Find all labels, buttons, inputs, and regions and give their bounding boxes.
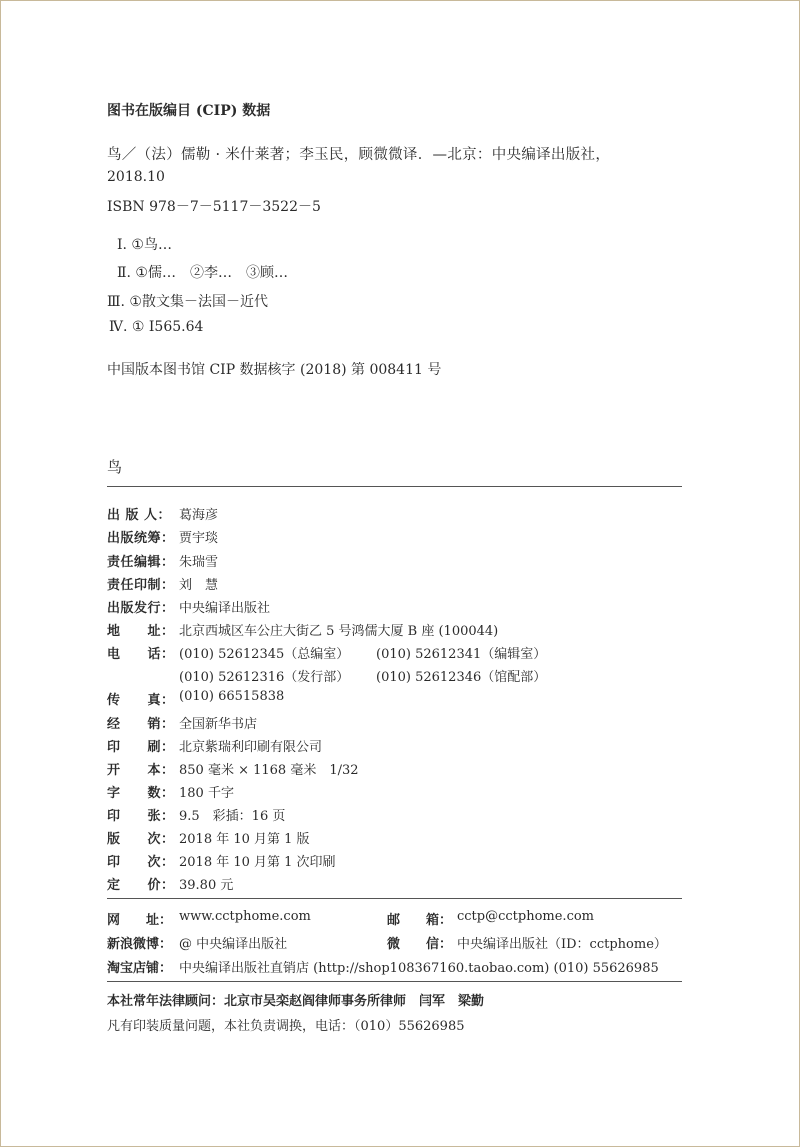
phone-number: (010) 52612346（馆配部）	[376, 670, 547, 685]
isbn: ISBN 978－7－5117－3522－5	[107, 199, 321, 215]
info-row	[107, 713, 257, 732]
info-label	[107, 666, 179, 685]
info-row	[107, 805, 285, 824]
contact-label: 邮 箱：	[387, 913, 453, 928]
phone-number: (010) 52612341（编辑室）	[376, 647, 547, 662]
info-row	[107, 666, 573, 685]
info-row	[107, 597, 270, 616]
taobao-store-link[interactable]: 中央编译出版社直销店 (http://shop108367160.taobao.com) (010) 55626985	[179, 961, 659, 976]
info-label: 字 数：	[107, 786, 175, 801]
info-row	[107, 851, 336, 870]
info-value: 北京西城区车公庄大街乙 5 号鸿儒大厦 B 座 (100044)	[179, 624, 499, 639]
contact-row	[107, 933, 667, 952]
info-label: 出版统筹：	[107, 531, 175, 546]
info-value: 葛海彦	[179, 508, 219, 523]
info-row	[107, 782, 234, 801]
info-row	[107, 759, 359, 778]
info-label: 经 销：	[107, 717, 175, 732]
contact-label: 新浪微博：	[107, 937, 173, 952]
cip-classification: Ⅰ. ①鸟…	[117, 237, 172, 253]
quality-notice: 凡有印装质量问题，本社负责调换，电话：（010）55626985	[107, 1019, 465, 1034]
info-value: 中央编译出版社	[179, 601, 271, 616]
info-row	[107, 620, 498, 639]
info-label: 印 张：	[107, 809, 175, 824]
cip-classification: Ⅲ. ①散文集－法国－近代	[107, 294, 268, 310]
phone-number: (010) 52612316（发行部）	[179, 670, 350, 685]
divider	[107, 898, 682, 899]
info-value: 朱瑞雪	[179, 555, 219, 570]
info-value: 180 千字	[179, 786, 234, 801]
info-label: 地 址：	[107, 624, 175, 639]
info-label: 印 次：	[107, 855, 175, 870]
info-label: 电 话：	[107, 647, 175, 662]
info-value: 9.5 彩插：16 页	[179, 809, 286, 824]
info-value: 39.80 元	[179, 878, 234, 893]
cip-classification: Ⅱ. ①儒… ②李… ③顾…	[117, 265, 288, 281]
phone-number: (010) 52612345（总编室）	[179, 647, 350, 662]
info-row	[107, 736, 322, 755]
info-value: 850 毫米 × 1168 毫米 1/32	[179, 763, 359, 778]
legal-counsel: 本社常年法律顾问：北京市吴栾赵阎律师事务所律师 闫军 梁勤	[107, 994, 485, 1009]
info-label: 开 本：	[107, 763, 175, 778]
info-row	[107, 574, 218, 593]
cip-title: 图书在版编目 (CIP) 数据	[107, 103, 271, 119]
info-label: 印 刷：	[107, 740, 175, 755]
info-row	[107, 504, 218, 523]
book-title: 鸟	[107, 458, 123, 476]
info-row	[107, 874, 233, 893]
info-row	[107, 689, 284, 708]
info-label: 出版发行：	[107, 601, 175, 616]
website-link[interactable]: www.cctphome.com	[179, 909, 311, 924]
info-row	[107, 527, 218, 546]
info-row	[107, 551, 218, 570]
info-label: 定 价：	[107, 878, 175, 893]
info-label: 责任印制：	[107, 578, 175, 593]
contact-label: 淘宝店铺：	[107, 961, 173, 976]
info-row	[107, 643, 573, 662]
info-value: 刘 慧	[179, 578, 219, 593]
info-label: 出 版 人：	[107, 508, 172, 523]
contact-label: 微 信：	[387, 937, 453, 952]
contact-row	[107, 957, 659, 976]
info-value: 贾宇琰	[179, 531, 219, 546]
divider	[107, 486, 682, 487]
info-value: 北京紫瑞利印刷有限公司	[179, 740, 323, 755]
weibo-handle: @ 中央编译出版社	[179, 937, 288, 952]
info-row	[107, 828, 310, 847]
info-value: 全国新华书店	[179, 717, 258, 732]
contact-row	[107, 909, 594, 928]
wechat-id: 中央编译出版社（ID：cctphome）	[457, 937, 667, 952]
divider	[107, 981, 682, 982]
info-value: 2018 年 10 月第 1 次印刷	[179, 855, 336, 870]
info-label: 传 真：	[107, 693, 175, 708]
info-value: 2018 年 10 月第 1 版	[179, 832, 310, 847]
info-label: 版 次：	[107, 832, 175, 847]
cip-data-note: 中国版本图书馆 CIP 数据核字 (2018) 第 008411 号	[107, 362, 442, 378]
info-value: (010) 66515838	[179, 689, 285, 704]
cip-record-line: 鸟／（法）儒勒 · 米什莱著；李玉民，顾微微译．—北京：中央编译出版社，	[107, 147, 611, 163]
email-link[interactable]: cctp@cctphome.com	[457, 909, 595, 924]
info-label: 责任编辑：	[107, 555, 175, 570]
cip-record-date: 2018.10	[107, 169, 165, 185]
contact-label: 网 址：	[107, 913, 173, 928]
cip-classification: Ⅳ. ① I565.64	[109, 319, 204, 335]
